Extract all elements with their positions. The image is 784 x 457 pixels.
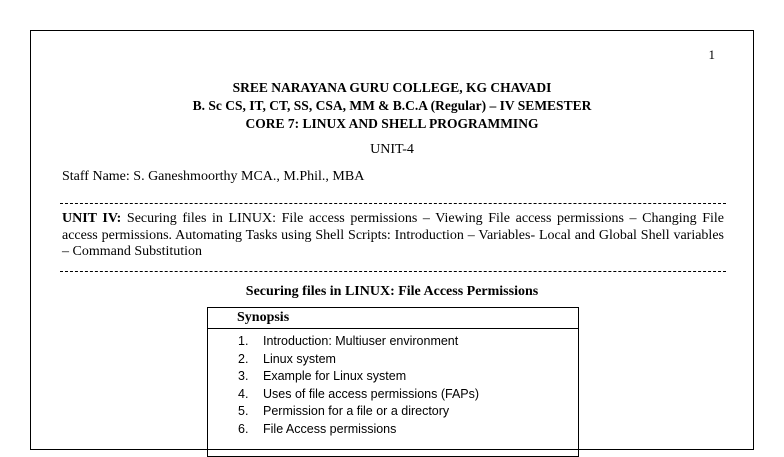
synopsis-title: Synopsis: [208, 308, 578, 329]
college-name: SREE NARAYANA GURU COLLEGE, KG CHAVADI: [232, 80, 552, 95]
document-page: [30, 30, 754, 450]
course-title: CORE 7: LINUX AND SHELL PROGRAMMING: [245, 116, 539, 131]
list-item-number: 5.: [238, 404, 249, 418]
list-item-number: 4.: [238, 386, 249, 401]
list-item: [208, 403, 578, 421]
synopsis-list: [208, 333, 578, 438]
list-item: [208, 333, 578, 351]
list-item: [208, 368, 578, 386]
syllabus-text: Securing files in LINUX: File access permissions – Viewing File access permissions – Changing File access permissions. Automating Tasks using Shell Scripts: Introduction – Variables- Local and Global Shell variables – Command Substitution: [62, 211, 724, 259]
list-item-text: File Access permissions: [263, 421, 397, 436]
list-item-text: Example for Linux system: [263, 369, 407, 383]
divider-bottom: [60, 271, 726, 272]
list-item-number: 2.: [238, 351, 249, 366]
list-item-number: 1.: [238, 334, 249, 348]
unit-syllabus: [62, 211, 724, 261]
unit-title: UNIT-4: [370, 142, 414, 157]
syllabus-lead: UNIT IV:: [62, 211, 122, 226]
list-item-number: 3.: [238, 369, 249, 383]
list-item: [208, 351, 578, 369]
list-item: [208, 421, 578, 439]
list-item-text: Linux system: [263, 351, 336, 366]
list-item-text: Permission for a file or a directory: [263, 404, 450, 418]
list-item: [208, 386, 578, 404]
synopsis-box: [207, 307, 579, 457]
list-item-text: Uses of file access permissions (FAPs): [263, 386, 480, 401]
programme-line: B. Sc CS, IT, CT, SS, CSA, MM & B.C.A (Regular) – IV SEMESTER: [192, 98, 592, 113]
divider-top: [60, 203, 726, 204]
document-header: [31, 79, 753, 133]
staff-name: Staff Name: S. Ganeshmoorthy MCA., M.Phil., MBA: [62, 169, 365, 184]
list-item-number: 6.: [238, 421, 249, 436]
page-number: 1: [708, 47, 715, 62]
list-item-text: Introduction: Multiuser environment: [263, 334, 459, 348]
section-heading: Securing files in LINUX: File Access Permissions: [245, 284, 539, 299]
